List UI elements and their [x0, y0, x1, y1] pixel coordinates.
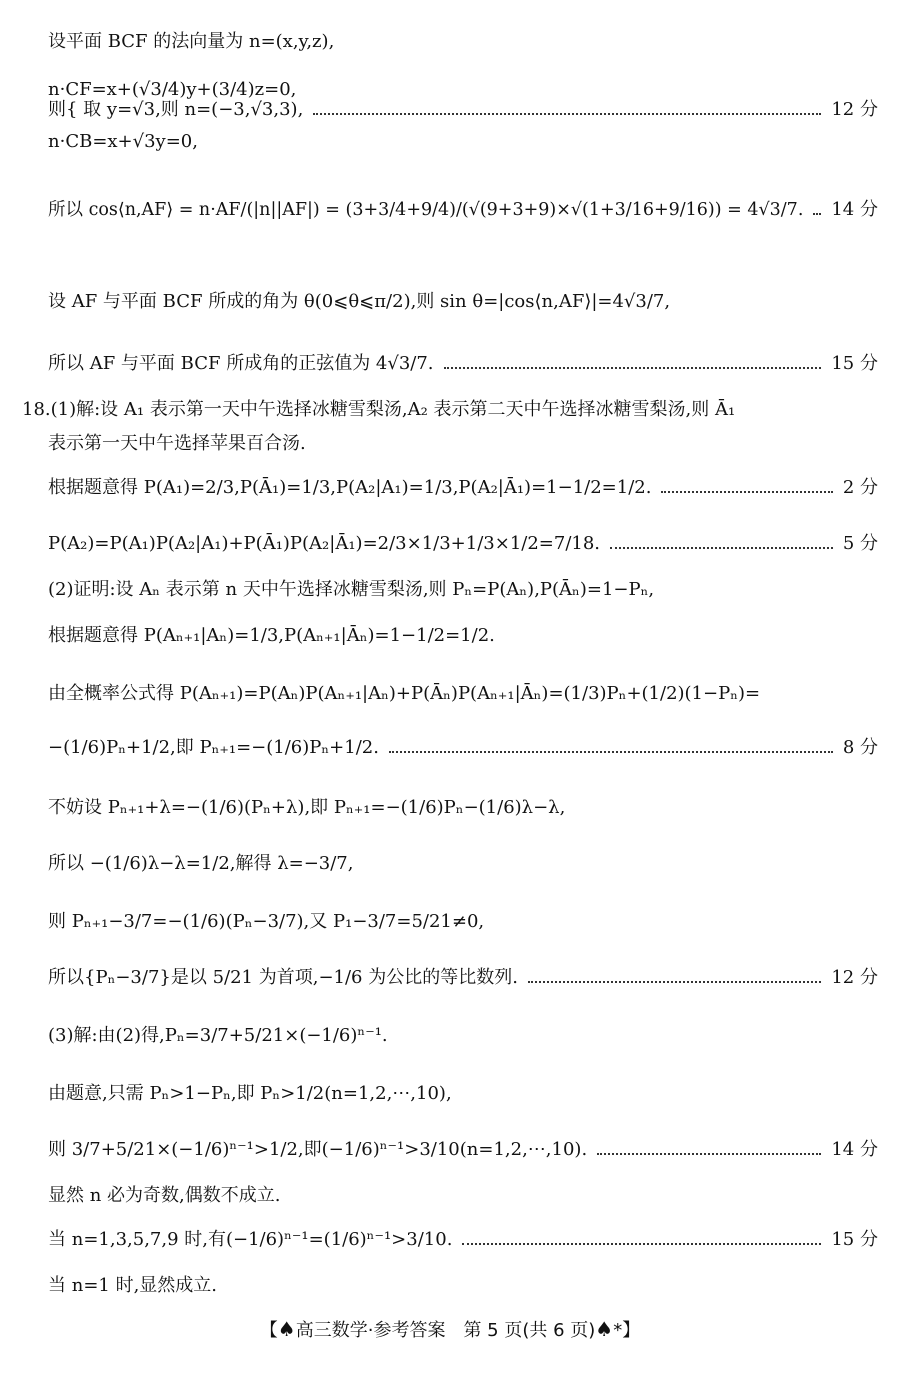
line-8: [22, 398, 878, 422]
footer-text: 高三数学·参考答案 第 5 页(共 6 页): [295, 1320, 596, 1341]
line-1-text: 设平面 BCF 的法向量为 n=(x,y,z),: [48, 31, 335, 52]
line-13: [48, 624, 878, 648]
line-17: [48, 852, 878, 876]
leader-dots: [813, 213, 821, 215]
line-10: [48, 476, 878, 500]
line-25-text: 当 n=1 时,显然成立.: [48, 1275, 218, 1296]
line-10-text: 根据题意得 P(A₁)=2/3,P(Ā₁)=1/3,P(A₂|A₁)=1/3,P(A₂|Ā₁)=1−1/2=1/2.: [48, 477, 652, 498]
line-6: [48, 290, 878, 314]
spade-icon: ♠: [277, 1317, 296, 1341]
line-12-text: (2)证明:设 Aₙ 表示第 n 天中午选择冰糖雪梨汤,则 Pₙ=P(Aₙ),P(Āₙ)=1−Pₙ,: [48, 579, 655, 600]
line-9-text: 表示第一天中午选择苹果百合汤.: [48, 433, 306, 454]
spade-icon: ♠: [595, 1317, 614, 1341]
line-21-text: 由题意,只需 Pₙ>1−Pₙ,即 Pₙ>1/2(n=1,2,⋯,10),: [48, 1083, 452, 1104]
leader-dots: [462, 1243, 821, 1245]
line-24-score: 15 分: [831, 1229, 878, 1250]
line-11-text: P(A₂)=P(A₁)P(A₂|A₁)+P(Ā₁)P(A₂|Ā₁)=2/3×1/3+1/3×1/2=7/18.: [48, 533, 601, 554]
line-15-text: −(1/6)Pₙ+1/2,即 Pₙ₊₁=−(1/6)Pₙ+1/2.: [48, 737, 379, 758]
line-15: [48, 736, 878, 760]
leader-dots: [597, 1153, 821, 1155]
line-10-score: 2 分: [842, 477, 878, 498]
line-16-text: 不妨设 Pₙ₊₁+λ=−(1/6)(Pₙ+λ),即 Pₙ₊₁=−(1/6)Pₙ−(1/6)λ−λ,: [48, 797, 566, 818]
page-footer: [0, 1316, 900, 1342]
leader-dots: [610, 547, 833, 549]
leader-dots: [661, 491, 832, 493]
line-5: [48, 198, 878, 222]
line-7-text: 所以 AF 与平面 BCF 所成角的正弦值为 4√3/7.: [48, 353, 434, 374]
line-22-score: 14 分: [831, 1139, 878, 1160]
line-19: [48, 966, 878, 990]
line-18: [48, 910, 878, 934]
line-17-text: 所以 −(1/6)λ−λ=1/2,解得 λ=−3/7,: [48, 853, 354, 874]
line-23-text: 显然 n 必为奇数,偶数不成立.: [48, 1185, 281, 1206]
line-22-text: 则 3/7+5/21×(−1/6)ⁿ⁻¹>1/2,即(−1/6)ⁿ⁻¹>3/10(n=1,2,⋯,10).: [48, 1139, 588, 1160]
line-8-text: 18.(1)解:设 A₁ 表示第一天中午选择冰糖雪梨汤,A₂ 表示第二天中午选择冰糖雪梨汤,则 Ā₁: [22, 399, 736, 420]
line-13-text: 根据题意得 P(Aₙ₊₁|Aₙ)=1/3,P(Aₙ₊₁|Āₙ)=1−1/2=1/2.: [48, 625, 495, 646]
line-18-text: 则 Pₙ₊₁−3/7=−(1/6)(Pₙ−3/7),又 P₁−3/7=5/21≠0,: [48, 911, 485, 932]
line-12: [48, 578, 878, 602]
line-16: [48, 796, 878, 820]
line-5-score: 14 分: [831, 199, 878, 220]
line-19-score: 12 分: [831, 967, 878, 988]
line-20: [48, 1024, 878, 1048]
line-3-score: 12 分: [831, 99, 878, 120]
footer-star: *: [613, 1320, 623, 1341]
line-4: [48, 130, 878, 154]
line-11-score: 5 分: [842, 533, 878, 554]
line-24: [48, 1228, 878, 1252]
line-5-text: 所以 cos⟨n,AF⟩ = n·AF/(|n||AF|) = (3+3/4+9/4)/(√(9+3+9)×√(1+3/16+9/16)) = 4√3/7.: [48, 200, 804, 220]
leader-dots: [389, 751, 833, 753]
line-6-text: 设 AF 与平面 BCF 所成的角为 θ(0⩽θ⩽π/2),则 sin θ=|cos⟨n,AF⟩|=4√3/7,: [48, 291, 671, 312]
leader-dots: [313, 113, 821, 115]
line-4-text: n·CB=x+√3y=0,: [48, 131, 198, 152]
line-3: [48, 98, 878, 122]
line-20-text: (3)解:由(2)得,Pₙ=3/7+5/21×(−1/6)ⁿ⁻¹.: [48, 1025, 388, 1046]
line-22: [48, 1138, 878, 1162]
footer-right-bracket: 】: [622, 1320, 641, 1341]
leader-dots: [444, 367, 822, 369]
line-2-text: n·CF=x+(√3/4)y+(3/4)z=0,: [48, 79, 297, 100]
line-19-text: 所以{Pₙ−3/7}是以 5/21 为首项,−1/6 为公比的等比数列.: [48, 967, 518, 988]
line-15-score: 8 分: [842, 737, 878, 758]
line-21: [48, 1082, 878, 1106]
line-1: [48, 30, 878, 54]
line-7-score: 15 分: [831, 353, 878, 374]
line-25: [48, 1274, 878, 1298]
leader-dots: [528, 981, 821, 983]
line-11: [48, 532, 878, 556]
line-9: [48, 432, 878, 456]
line-24-text: 当 n=1,3,5,7,9 时,有(−1/6)ⁿ⁻¹=(1/6)ⁿ⁻¹>3/10.: [48, 1229, 453, 1250]
line-3-text: 则{ 取 y=√3,则 n=(−3,√3,3),: [48, 99, 304, 120]
footer-left-bracket: 【: [259, 1320, 278, 1341]
line-23: [48, 1184, 878, 1208]
line-14-text: 由全概率公式得 P(Aₙ₊₁)=P(Aₙ)P(Aₙ₊₁|Aₙ)+P(Āₙ)P(Aₙ₊₁|Āₙ)=(1/3)Pₙ+(1/2)(1−Pₙ)=: [48, 683, 761, 704]
line-7: [48, 352, 878, 376]
line-14: [48, 682, 878, 706]
